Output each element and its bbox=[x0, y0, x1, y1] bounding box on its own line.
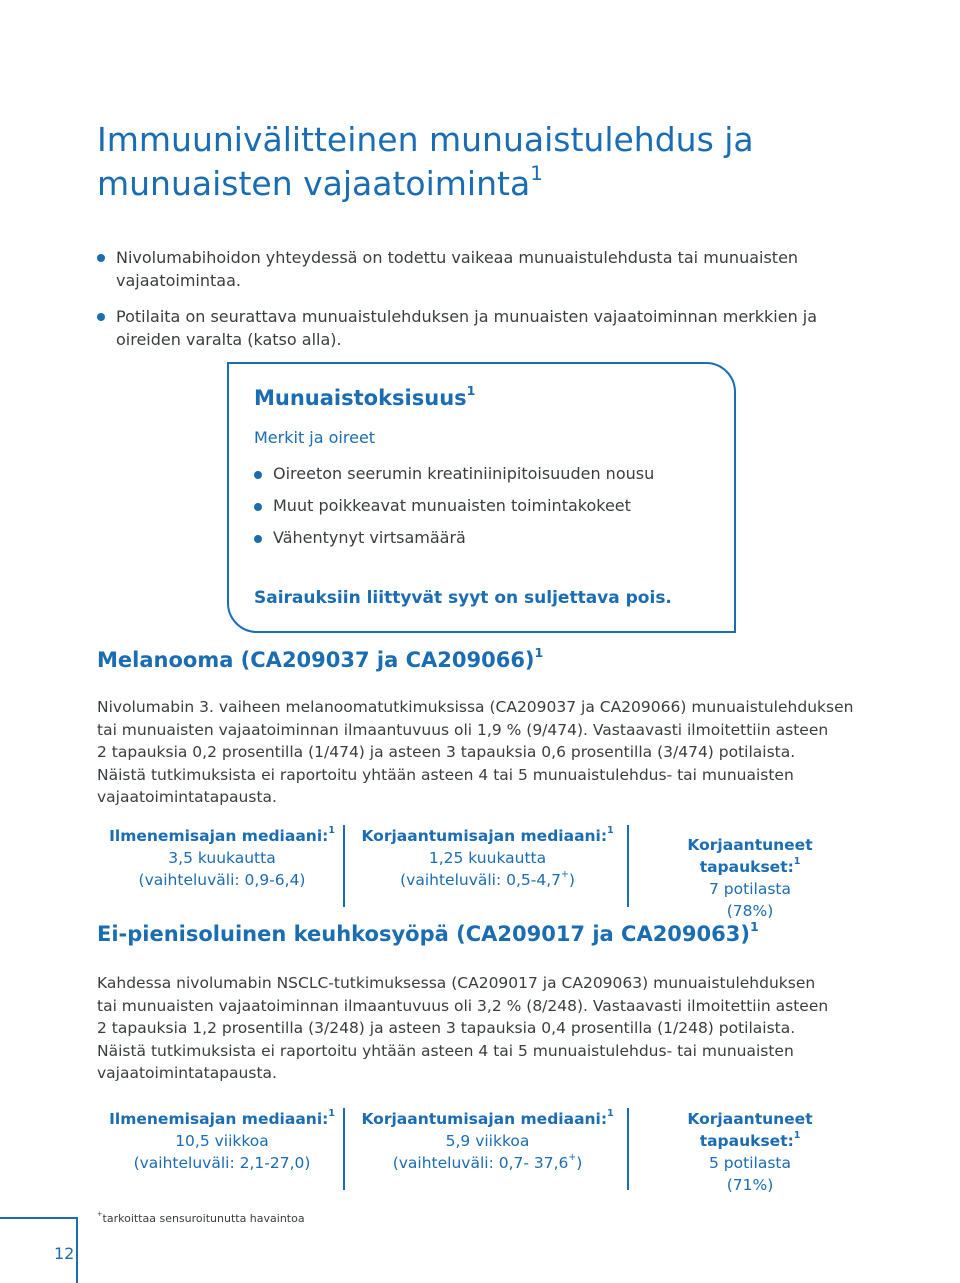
intro-bullet-list bbox=[97, 246, 877, 364]
melanoma-heading: Melanooma (CA209037 ja CA209066)$^1$ bbox=[97, 645, 544, 672]
list-item: Vähentynyt virtsamäärä bbox=[254, 527, 724, 548]
footer-rule bbox=[0, 1217, 76, 1219]
page-title-line1: Immuunivälitteinen munuaistulehdus ja bbox=[97, 120, 754, 159]
page-title-line2: munuaisten vajaatoiminta bbox=[97, 164, 531, 203]
nsclc-heading: Ei-pienisoluinen keuhkosyöpä (CA209017 ja CA209063)$^1$ bbox=[97, 919, 759, 946]
list-item: Nivolumabihoidon yhteydessä on todettu vaikeaa munuaistulehdusta tai munuaisten vajaatoimintaa. bbox=[97, 246, 877, 292]
list-item: Oireeton seerumin kreatiniinipitoisuuden nousu bbox=[254, 463, 724, 484]
footnote: +tarkoittaa sensuroitunutta havaintoa bbox=[97, 1210, 305, 1225]
title-ref: 1 bbox=[530, 162, 543, 186]
resolution-median-stat: Korjaantumisajan mediaani:$^1$ 1,25 kuukautta (vaihteluväli: 0,5-4,7+) bbox=[361, 825, 614, 889]
bullet-icon bbox=[254, 535, 262, 543]
stat-divider bbox=[627, 825, 629, 907]
resolved-cases-stat: Korjaantuneet tapaukset:$^1$ 7 potilasta (78%) bbox=[687, 836, 813, 920]
symptom-list bbox=[254, 463, 724, 559]
nsclc-stats bbox=[97, 1108, 877, 1198]
resolved-cases-stat: Korjaantuneet tapaukset:$^1$ 5 potilasta (71%) bbox=[687, 1110, 813, 1194]
bullet-icon bbox=[254, 471, 262, 479]
page-title bbox=[97, 118, 897, 206]
box-footer: Sairauksiin liittyvät syyt on suljettava pois. bbox=[254, 588, 672, 608]
list-item: Muut poikkeavat munuaisten toimintakokeet bbox=[254, 495, 724, 516]
melanoma-paragraph: Nivolumabin 3. vaiheen melanoomatutkimuksissa (CA209037 ja CA209066) munuaistulehduksen tai munuaisten vajaatoiminnan ilmaantuvuus oli 1,9 % (9/474). Vastaavasti ilmoitettiin asteen 2 tapauksia 0,2 prosentilla (1/474) ja asteen 3 tapauksia 0,6 prosentilla (3/474) potilaista. Näistä tutkimuksista ei raportoitu yhtään asteen 4 tai 5 munuaistulehdus- tai munuaisten vajaatoimintatapausta. bbox=[97, 698, 854, 807]
bullet-icon bbox=[97, 313, 105, 321]
onset-median-stat: Ilmenemisajan mediaani:$^1$ 10,5 viikkoa (vaihteluväli: 2,1-27,0) bbox=[109, 1108, 335, 1172]
box-title: Munuaistoksisuus$^1$ bbox=[254, 383, 476, 410]
bullet-icon bbox=[97, 254, 105, 262]
page-number: 12 bbox=[54, 1244, 75, 1263]
onset-median-stat: Ilmenemisajan mediaani:$^1$ 3,5 kuukautta (vaihteluväli: 0,9-6,4) bbox=[109, 825, 335, 889]
list-item: Potilaita on seurattava munuaistulehduksen ja munuaisten vajaatoiminnan merkkien ja oireiden varalta (katso alla). bbox=[97, 305, 877, 351]
melanoma-stats bbox=[97, 825, 877, 920]
footer-divider bbox=[76, 1217, 78, 1283]
box-subtitle: Merkit ja oireet bbox=[254, 428, 376, 447]
nsclc-paragraph: Kahdessa nivolumabin NSCLC-tutkimuksessa (CA209017 ja CA209063) munuaistulehduksen tai munuaisten vajaatoiminnan ilmaantuvuus oli 3,2 % (8/248). Vastaavasti ilmoitettiin asteen 2 tapauksia 1,2 prosentilla (3/248) ja asteen 3 tapauksia 0,4 prosentilla (1/248) potilaista. Näistä tutkimuksista ei raportoitu yhtään asteen 4 tai 5 munuaistulehdus- tai munuaisten vajaatoimintatapausta. bbox=[97, 974, 829, 1083]
stat-divider bbox=[627, 1108, 629, 1190]
resolution-median-stat: Korjaantumisajan mediaani:$^1$ 5,9 viikkoa (vaihteluväli: 0,7- 37,6+) bbox=[361, 1108, 614, 1172]
renal-toxicity-box bbox=[227, 362, 736, 633]
bullet-icon bbox=[254, 503, 262, 511]
